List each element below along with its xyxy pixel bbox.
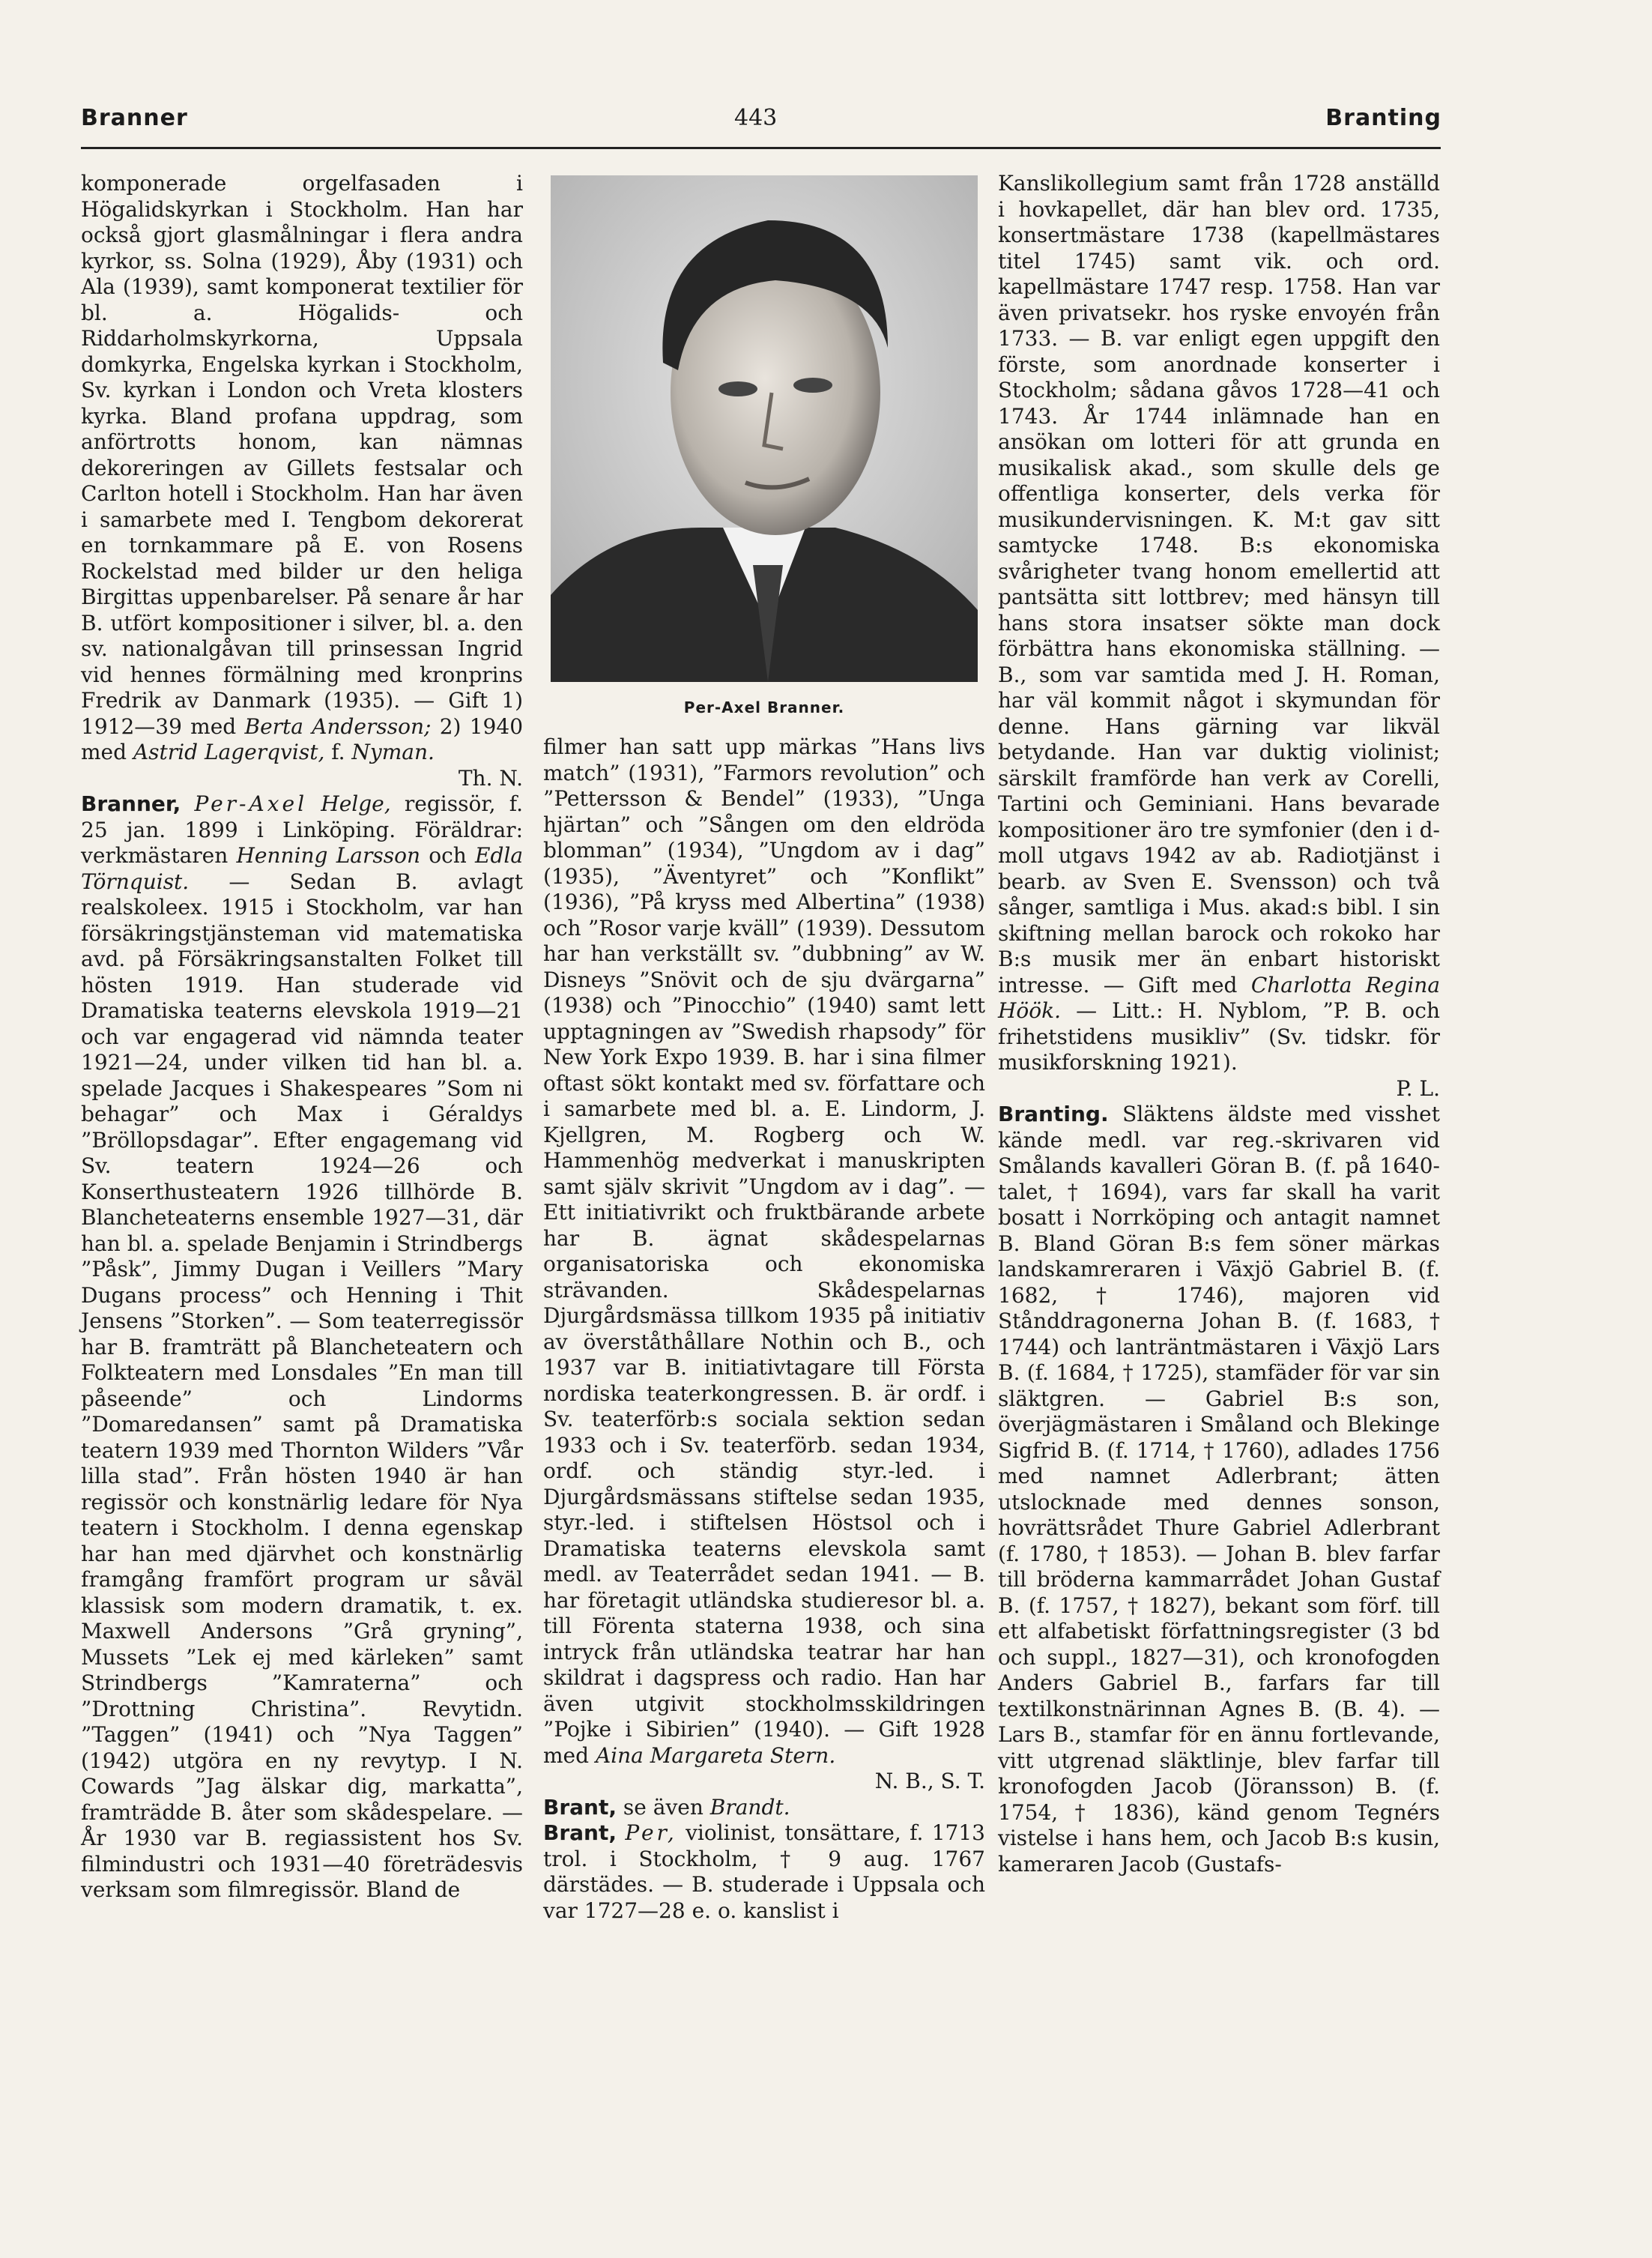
entry-headword: Branting. bbox=[998, 1102, 1109, 1126]
running-head-left: Branner bbox=[81, 105, 188, 131]
column-2 bbox=[543, 734, 985, 1924]
header-rule bbox=[81, 147, 1441, 149]
portrait-photo bbox=[551, 175, 978, 682]
paragraph: filmer han satt upp märkas ”Hans livs match” (1931), ”Farmors revolution” och ”Pettersson & Bendel” (1933), ”Unga hjärtan” och ”Sången om den eldröda blomman” (1934), ”Ungdom av i dag” (1935), ”Äventyret” och ”Konflikt” (1936), ”På kryss med Albertina” (1938) och ”Rosor varje kväll” (1939). Dessutom har han verkställt sv. ”dubbning” av W. Disneys ”Snövit och de sju dvärgarna” (1938) och ”Pinocchio” (1940) samt lett upptagningen av ”Swedish rhapsody” för New York Expo 1939. B. har i sina filmer oftast sökt kontakt med sv. författare och i samarbete med bl. a. E. Lindorm, J. Kjellgren, M. Rogberg och W. Hammenhög medverkat i manuskripten samt själv skrivit ”Ungdom av i dag”. — Ett initiativrikt och fruktbärande arbete har B. ägnat skådespelarnas organisatoriska och ekonomiska strävanden. Skådespelarnas Djurgårdsmässa tillkom 1935 på initiativ av överståthållare Nothin och B., och 1937 var B. initiativtagare till Första nordiska teaterkongressen. B. är ordf. i Sv. teaterförb:s sociala sektion sedan 1933 och i Sv. teaterförb. sedan 1934, ordf. och ständig styr.-led. i Djurgårdsmässans stiftelse sedan 1935, styr.-led. i stiftelsen Höstsol och i Dramatiska teaterns elevskola samt medl. av Teaterrådet sedan 1941. — B. har företagit utländska studieresor bl. a. till Förenta staterna 1938, och sina intryck från utländska teatrar har han skildrat i dagspress och radio. Han har även utgivit stockholmsskildringen ”Pojke i Sibirien” (1940). — Gift 1928 med Aina Margareta Stern. N. B., S. T. bbox=[543, 734, 985, 1793]
entry-brant-per: Brant, Per, violinist, tonsättare, f. 1713 trol. i Stockholm, † 9 aug. 1767 därstädes. — B. studerade i Uppsala och var 1727—28 e. o. kanslist i bbox=[543, 1820, 985, 1923]
running-head-right: Branting bbox=[1325, 105, 1441, 131]
photo-caption: Per-Axel Branner. bbox=[683, 698, 845, 716]
entry-branner-per-axel: Branner, Per-Axel Helge, regissör, f. 25 jan. 1899 i Linköping. Föräldrar: verkmästaren Henning Larsson och Edla Törnquist. — Sedan B. avlagt realskoleex. 1915 i Stockholm, var han försäkringstjänsteman vid matematiska avd. på Försäkringsanstalten Folket till hösten 1919. Han studerade vid Dramatiska teaterns elevskola 1919—21 och var engagerad vid nämnda teater 1921—24, under vilken tid han bl. a. spelade Jacques i Shakespeares ”Som ni behagar” och Max i Géraldys ”Bröllopsdagar”. Efter engagemang vid Sv. teatern 1924—26 och Konserthusteatern 1926 tillhörde B. Blancheteaterns ensemble 1927—31, där han bl. a. spelade Benjamin i Strindbergs ”Påsk”, Jimmy Dugan i Veillers ”Mary Dugans process” och Henning i Thit Jensens ”Storken”. — Som teaterregissör har B. framträtt på Blancheteatern och Folkteatern med Lonsdales ”En man till påseende” och Lindorms ”Domaredansen” samt på Dramatiska teatern 1939 med Thornton Wilders ”Vår lilla stad”. Från hösten 1940 är han regissör och konstnärlig ledare för Nya teatern i Stockholm. I denna egenskap har han med djärvhet och konstnärlig framgång framfört program ur såväl klassisk som modern dramatik, t. ex. Maxwell Andersons ”Grå gryning”, Mussets ”Lek ej med kärleken” samt Strindbergs ”Kamraterna” och ”Drottning Christina”. Revytidn. ”Taggen” (1941) och ”Nya Taggen” (1942) utgöra en ny revytyp. I N. Cowards ”Jag älskar dig, markatta”, framträdde B. åter som skådespelare. — År 1930 var B. regiassistent hos Sv. filmindustri och 1931—40 företrädesvis verksam som filmregissör. Bland de bbox=[81, 791, 524, 1902]
author-signature: Th. N. bbox=[458, 765, 523, 791]
column-1 bbox=[81, 171, 523, 1904]
page-number: 443 bbox=[734, 105, 778, 131]
entry-headword: Brant, bbox=[543, 1820, 617, 1845]
paragraph: komponerade orgelfasaden i Högalidskyrkan i Stockholm. Han har också gjort glasmålningar i flera andra kyrkor, ss. Solna (1929), Åby (1931) och Ala (1939), samt komponerat textilier för bl. a. Högalids- och Riddarholmskyrkorna, Uppsala domkyrka, Engelska kyrkan i Stockholm, Sv. kyrkan i London och Vreta klosters kyrka. Bland profana uppdrag, som anförtrotts honom, kan nämnas dekoreringen av Gillets festsalar och Carlton hotell i Stockholm. Han har även i samarbete med I. Tengbom dekorerat en tornkammare på E. von Rosens Rockelstad med bilder ur den heliga Birgittas uppenbarelser. På senare år har B. utfört kompositioner i silver, bl. a. den sv. nationalgåvan till prinsessan Ingrid vid hennes förmälning med kronprins Fredrik av Danmark (1935). — Gift 1) 1912—39 med Berta Andersson; 2) 1940 med Astrid Lagerqvist, f. Nyman. Th. N. bbox=[81, 171, 524, 791]
entry-headword: Branner, bbox=[81, 791, 181, 816]
column-3 bbox=[998, 171, 1440, 1877]
author-signature: N. B., S. T. bbox=[874, 1769, 985, 1793]
entry-brant-crossref: Brant, se även Brandt. bbox=[543, 1794, 790, 1820]
entry-branting: Branting. Släktens äldste med visshet kände medl. var reg.-skrivaren vid Smålands kavalleri Göran B. (f. på 1640-talet, † 1694), vars far skall ha varit bosatt i Norrköping och antagit namnet B. Bland Göran B:s fem söner märkas landskamreraren i Växjö Gabriel B. (f. 1682, † 1746), majoren vid Stånddragonerna Johan B. (f. 1683, † 1744) och lanträntmästaren i Växjö Lars B. (f. 1684, † 1725), stamfäder för var sin släktgren. — Gabriel B:s son, överjägmästaren i Småland och Blekinge Sigfrid B. (f. 1714, † 1760), adlades 1756 med namnet Adlerbrant; ätten utslocknade med dennes sonson, hovrättsrådet Thure Gabriel Adlerbrant (f. 1780, † 1853). — Johan B. blev farfar till bröderna kammarrådet Johan Gustaf B. (f. 1757, † 1827), bekant som förf. till ett alfabetiskt författningsregister (3 bd och suppl., 1827—31), och kronofogden Anders Gabriel B., farfars far till textilkonstnärinnan Agnes B. (B. 4). — Lars B., stamfar för en ännu fortlevande, vitt utgrenad släktlinje, blev farfar till kronofogden Jacob (Jöransson) B. (f. 1754, † 1836), känd genom Tegnérs vistelse i hans hem, och Jacob B:s kusin, kameraren Jacob (Gustafs- bbox=[998, 1102, 1440, 1877]
entry-headword: Brant, bbox=[543, 1794, 617, 1820]
author-signature: P. L. bbox=[1396, 1075, 1440, 1101]
paragraph: Kanslikollegium samt från 1728 anställd i hovkapellet, där han blev ord. 1735, konsertmästare 1738 (kapellmästares titel 1745) samt vik. och ord. kapellmästare 1747 resp. 1758. Han var även privatsekr. hos ryske envoyén från 1733. — B. var enligt egen uppgift den förste, som anordnade konserter i Stockholm; sådana gåvos 1728—41 och 1743. År 1744 inlämnade han en ansökan om lotteri för att grunda en musikalisk akad., som skulle dels ge offentliga konserter, dels verka för musikundervisningen. K. M:t gav sitt samtycke 1748. B:s ekonomiska svårigheter tvang honom emellertid att pantsätta sitt lottbrev; med hänsyn till hans stora insatser sökte man dock förbättra hans ekonomiska ställning. — B., som var samtida med J. H. Roman, har väl kommit något i skymundan för denne. Hans gärning var likväl betydande. Han var duktig violinist; särskilt framförde han verk av Corelli, Tartini och Geminiani. Hans bevarade kompositioner äro tre symfonier (den i d-moll utgavs 1942 av ab. Radiotjänst i bearb. av Sven E. Svensson) och två sånger, samtliga i Mus. akad:s bibl. I sin skiftning mellan barock och rokoko har B:s musik mer än enbart historiskt intresse. — Gift med Charlotta Regina Höök. — Litt.: H. Nyblom, ”P. B. och frihetstidens musikliv” (Sv. tidskr. för musikforskning 1921). P. L. bbox=[998, 171, 1441, 1101]
